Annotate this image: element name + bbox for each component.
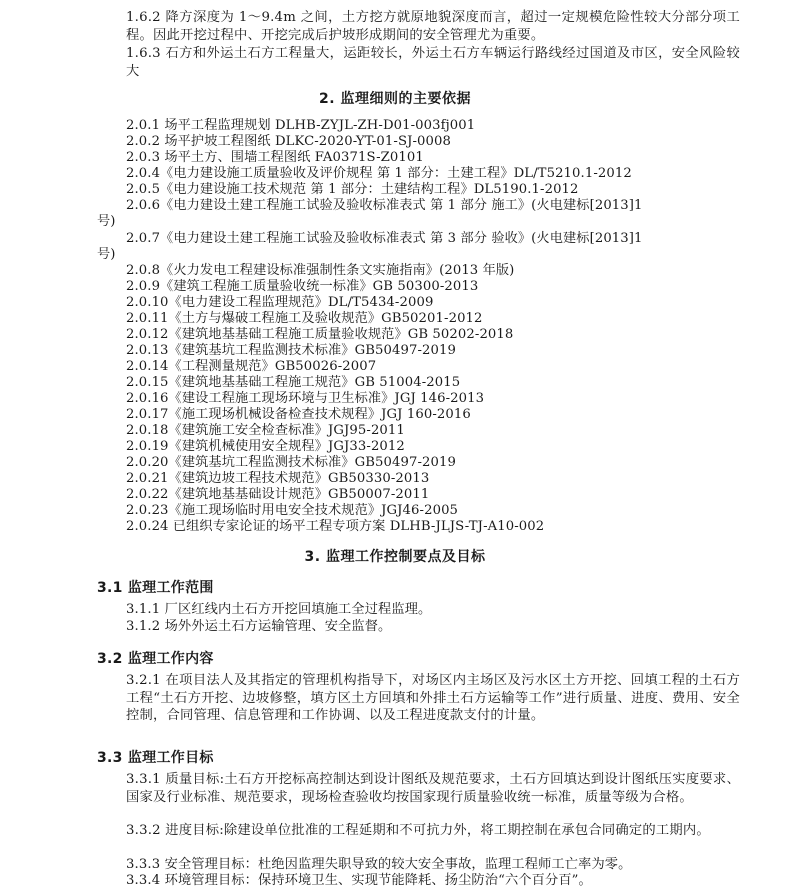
ref-text: 2.0.5《电力建设施工技术规范 第 1 部分：土建结构工程》DL5190.1-2012 xyxy=(126,182,579,197)
ref-item xyxy=(97,118,740,134)
ref-item xyxy=(97,487,740,503)
ref-text: 2.0.3 场平土方、围墙工程图纸 FA0371S-Z0101 xyxy=(126,150,424,165)
ref-text: 号) xyxy=(97,247,116,262)
subsection-3-3-heading: 3.3 监理工作目标 xyxy=(97,750,214,766)
paragraph-text: 1.6.3 石方和外运土石方工程量大，运距较长，外运土石方车辆运行路线经过国道及市区，安全风险较大 xyxy=(126,46,740,79)
ref-item-2-0-7-cont xyxy=(97,247,740,263)
ref-item xyxy=(97,182,740,198)
ref-item xyxy=(97,343,740,359)
ref-item xyxy=(97,407,740,423)
paragraph-text: 3.3.1 质量目标:土石方开挖标高控制达到设计图纸及规范要求，土石方回填达到设计图纸压实度要求、国家及行业标准、规范要求，现场检查验收均按国家现行质量验收统一标准，质量等级为合格。 xyxy=(126,772,740,805)
paragraph-text: 3.3.2 进度目标:除建设单位批准的工程延期和不可抗力外，将工期控制在承包合同确定的工期内。 xyxy=(126,823,710,838)
ref-item xyxy=(97,439,740,455)
ref-item xyxy=(97,375,740,391)
ref-text: 2.0.18《建筑施工安全检查标准》JGJ95-2011 xyxy=(126,423,405,438)
ref-text: 2.0.24 已组织专家论证的场平工程专项方案 DLHB-JLJS-TJ-A10-002 xyxy=(126,519,545,534)
ref-text: 2.0.4《电力建设施工质量验收及评价规程 第 1 部分：土建工程》DL/T5210.1-2012 xyxy=(126,166,632,181)
ref-item xyxy=(97,455,740,471)
ref-text: 2.0.6《电力建设土建工程施工试验及验收标准表式 第 1 部分 施工》(火电建标[2013]1 xyxy=(126,198,643,213)
ref-text: 2.0.23《施工现场临时用电安全技术规范》JGJ46-2005 xyxy=(126,503,459,518)
paragraph-3-2-1 xyxy=(97,672,740,725)
ref-item xyxy=(97,295,740,311)
ref-text: 2.0.16《建设工程施工现场环境与卫生标准》JGJ 146-2013 xyxy=(126,391,485,406)
ref-item xyxy=(97,503,740,519)
ref-item xyxy=(97,134,740,150)
ref-text: 2.0.15《建筑地基基础工程施工规范》GB 51004-2015 xyxy=(126,375,461,390)
ref-item xyxy=(97,471,740,487)
ref-text: 2.0.7《电力建设土建工程施工试验及验收标准表式 第 3 部分 验收》(火电建标[2013]1 xyxy=(126,231,643,246)
ref-item-2-0-7 xyxy=(97,231,740,247)
ref-item-2-0-6 xyxy=(97,198,740,214)
ref-text: 2.0.10《电力建设工程监理规范》DL/T5434-2009 xyxy=(126,295,434,310)
paragraph-3-3-2 xyxy=(97,822,740,840)
ref-item xyxy=(97,391,740,407)
ref-text: 2.0.19《建筑机械使用安全规程》JGJ33-2012 xyxy=(126,439,405,454)
ref-text: 2.0.8《火力发电工程建设标准强制性条文实施指南》(2013 年版) xyxy=(126,263,515,278)
ref-text: 2.0.11《土方与爆破工程施工及验收规范》GB50201-2012 xyxy=(126,311,483,326)
ref-text: 2.0.13《建筑基坑工程监测技术标准》GB50497-2019 xyxy=(126,343,456,358)
paragraph-text: 1.6.2 降方深度为 1～9.4m 之间，土方挖方就原地貌深度而言，超过一定规模危险性较大分部分项工程。因此开挖过程中、开挖完成后护坡形成期间的安全管理尤为重要。 xyxy=(126,10,740,43)
ref-text: 2.0.21《建筑边坡工程技术规范》GB50330-2013 xyxy=(126,471,430,486)
ref-text: 2.0.20《建筑基坑工程监测技术标准》GB50497-2019 xyxy=(126,455,456,470)
ref-item xyxy=(97,166,740,182)
ref-item xyxy=(97,327,740,343)
list-item: 3.1.1 厂区红线内土石方开挖回填施工全过程监理。 xyxy=(126,602,432,617)
paragraph-3-3-1 xyxy=(97,771,740,806)
ref-text: 2.0.1 场平工程监理规划 DLHB-ZYJL-ZH-D01-003fj001 xyxy=(126,118,476,133)
paragraph-3-3-3: 3.3.3 安全管理目标：杜绝因监理失职导致的较大安全事故，监理工程师工亡率为零。 xyxy=(126,857,632,872)
paragraph-1-6-3 xyxy=(97,45,740,80)
ref-item-2-0-6-cont xyxy=(97,214,740,230)
ref-text: 2.0.22《建筑地基基础设计规范》GB50007-2011 xyxy=(126,487,430,502)
paragraph-text: 3.2.1 在项目法人及其指定的管理机构指导下，对场区内主场区及污水区土方开挖、回填工程的土石方工程“土石方开挖、边坡修整，填方区土方回填和外排土石方运输等工作”进行质量、进度、费用、安全控制，合同管理、信息管理和工作协调、以及工程进度款支付的计量。 xyxy=(126,673,740,723)
ref-item xyxy=(97,423,740,439)
ref-text: 号) xyxy=(97,214,116,229)
ref-item xyxy=(97,359,740,375)
ref-text: 2.0.2 场平护坡工程图纸 DLKC-2020-YT-01-SJ-0008 xyxy=(126,134,452,149)
section-3-title: 3. 监理工作控制要点及目标 xyxy=(304,549,486,565)
ref-item xyxy=(97,279,740,295)
ref-text: 2.0.9《建筑工程施工质量验收统一标准》GB 50300-2013 xyxy=(126,279,479,294)
paragraph-1-6-2 xyxy=(97,9,740,44)
ref-text: 2.0.14《工程测量规范》GB50026-2007 xyxy=(126,359,377,374)
list-item: 3.1.2 场外外运土石方运输管理、安全监督。 xyxy=(126,619,392,634)
ref-item xyxy=(97,150,740,166)
section-2-title: 2. 监理细则的主要依据 xyxy=(319,91,471,107)
ref-text: 2.0.17《施工现场机械设备检查技术规程》JGJ 160-2016 xyxy=(126,407,471,422)
ref-item xyxy=(97,311,740,327)
ref-text: 2.0.12《建筑地基基础工程施工质量验收规范》GB 50202-2018 xyxy=(126,327,514,342)
ref-item xyxy=(97,263,740,279)
subsection-3-1-heading: 3.1 监理工作范围 xyxy=(97,580,214,596)
ref-item xyxy=(97,519,740,535)
subsection-3-2-heading: 3.2 监理工作内容 xyxy=(97,651,214,667)
paragraph-3-3-4: 3.3.4 环境管理目标：保持环境卫生、实现节能降耗、扬尘防治“六个百分百”。 xyxy=(126,873,592,888)
